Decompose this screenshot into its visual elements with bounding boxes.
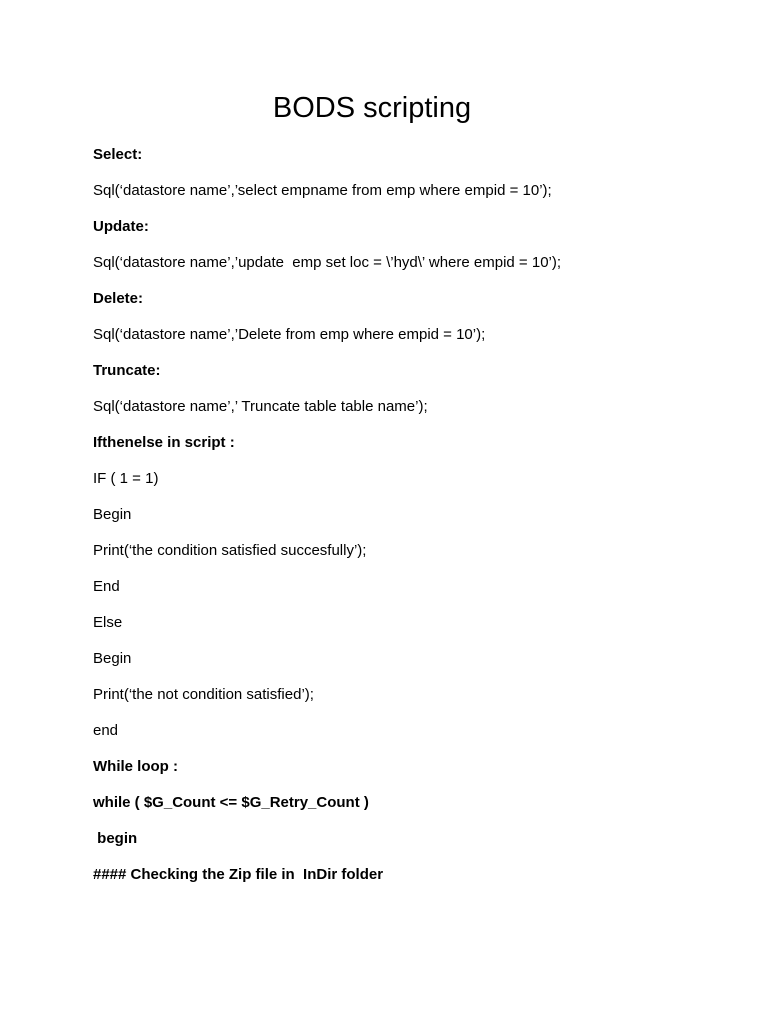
section-heading-line: Delete: (93, 290, 144, 307)
section-heading-line: While loop : (93, 758, 178, 775)
code-line: end (93, 722, 119, 739)
code-line: Sql(‘datastore name’,’ Truncate table table name’); (93, 398, 428, 415)
section-heading-line: Select: (93, 146, 143, 163)
code-line: End (93, 578, 120, 595)
section-heading-line: begin (93, 830, 138, 847)
code-line: Sql(‘datastore name’,’Delete from emp where empid = 10’); (93, 326, 486, 343)
code-line: Begin (93, 506, 132, 523)
code-line: Begin (93, 650, 132, 667)
document-title: BODS scripting (272, 92, 472, 124)
code-line: Sql(‘datastore name’,’update emp set loc = \’hyd\’ where empid = 10’); (93, 254, 562, 271)
code-line: IF ( 1 = 1) (93, 470, 159, 487)
section-heading-line: Ifthenelse in script : (93, 434, 235, 451)
section-heading-line: Update: (93, 218, 149, 235)
section-heading-line: Truncate: (93, 362, 161, 379)
code-line: Print(‘the condition satisfied succesfully’); (93, 542, 367, 559)
section-heading-line: #### Checking the Zip file in InDir folder (93, 866, 384, 883)
document-body (93, 143, 561, 899)
code-line: Else (93, 614, 123, 631)
section-heading-line: while ( $G_Count <= $G_Retry_Count ) (93, 794, 369, 811)
code-line: Print(‘the not condition satisfied’); (93, 686, 314, 703)
code-line: Sql(‘datastore name’,’select empname from emp where empid = 10’); (93, 182, 552, 199)
